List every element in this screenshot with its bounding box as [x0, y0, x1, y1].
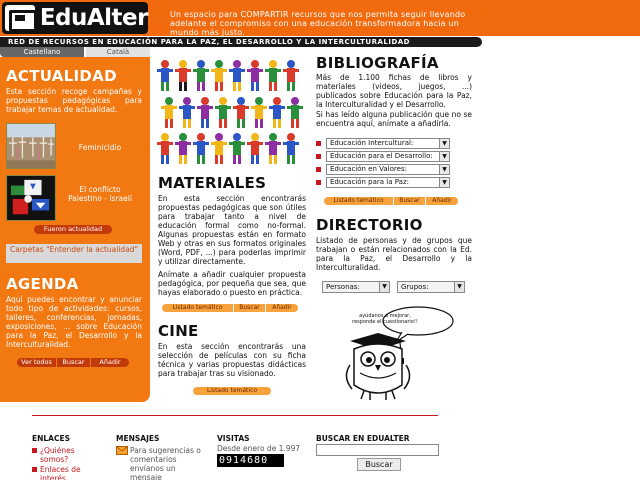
materiales-buttons — [162, 304, 298, 312]
materiales-anadir-button[interactable]: Añadir — [272, 304, 292, 311]
site-subtitle: RED DE RECURSOS EN EDUCACIÓN PARA LA PAZ, EL DESARROLLO Y LA INTERCULTURALIDAD — [8, 38, 410, 46]
bibliografia-text: Más de 1.100 fichas de libros y materiales (videos, juegos, ...) publicados sobre Educación para la Paz, la Interculturalidad y el Desarrollo. — [316, 73, 472, 109]
select-educacion-intercultural[interactable] — [326, 138, 450, 149]
bullet-icon — [32, 467, 37, 472]
materiales-title: MATERIALES — [158, 174, 267, 192]
directorio-title: DIRECTORIO — [316, 216, 423, 234]
materiales-text-2: Anímate a añadir cualquier propuesta pedagógica, por pequeña que sea, que hayas elaborado o puesto en práctica. — [158, 270, 306, 297]
site-search-button[interactable]: Buscar — [357, 458, 401, 471]
owl-speech-text[interactable]: ayúdanos a mejorar, responde el cuestionario!! — [352, 313, 418, 325]
agenda-text: Aquí puedes encontrar y anunciar todo tipo de actividades: cursos, talleres, conferencias, jornadas, exposiciones, ... sobre Educación para la Paz, el Desarrollo y la Interculturalidad. — [6, 295, 142, 349]
left-sidebar — [0, 57, 150, 402]
bibliografia-select-row — [316, 177, 451, 188]
select-label: Educación para el Desarrollo: — [330, 152, 433, 160]
logo-mark-icon — [5, 5, 35, 31]
bibliografia-title: BIBLIOGRAFÍA — [316, 54, 439, 72]
bullet-icon — [316, 141, 321, 146]
bibliografia-text-2: Si has leído alguna publicación que no se encuentra aquí, anímate a añadirla. — [316, 110, 472, 128]
cine-listado-button[interactable]: Listado temático — [206, 387, 258, 394]
bibliografia-buscar-button[interactable]: Buscar — [394, 197, 426, 205]
footer-mensajes-link[interactable]: Para sugerencias o comentarios envíanos un mensaje — [130, 446, 201, 480]
footer-enlaces-title: ENLACES — [32, 434, 71, 443]
agenda-ver-todos-button[interactable]: Ver todos — [17, 358, 57, 367]
people-strip-illustration-2 — [157, 95, 304, 129]
select-label: Educación para la Paz: — [330, 178, 409, 186]
dropdown-arrow-icon: ▼ — [439, 178, 449, 187]
directorio-text: Listado de personas y de grupos que trabajan o están relacionados con la Ed. para la Paz, el Desarrollo y la Interculturalidad. — [316, 236, 472, 272]
footer-buscar-title: BUSCAR EN EDUALTER — [316, 434, 410, 443]
fueron-actualidad-bar — [34, 225, 112, 234]
agenda-buttons — [17, 358, 129, 367]
language-castellano[interactable]: Castellano — [0, 47, 84, 57]
bullet-icon — [316, 180, 321, 185]
materiales-buscar-button[interactable]: Buscar — [234, 304, 266, 312]
site-tagline: Un espacio para COMPARTIR recursos que nos permita seguir llevando adelante el compromiso con una educación transformadora hacia un mundo más justo. — [170, 10, 466, 37]
footer-visitas-since: Desde enero de 1.997 — [217, 444, 301, 453]
site-search-input[interactable] — [316, 444, 439, 456]
select-personas[interactable] — [322, 281, 390, 293]
fueron-actualidad-button[interactable]: Fueron actualidad — [43, 225, 103, 233]
people-strip-illustration — [157, 58, 304, 92]
footer-visitas-title: VISITAS — [217, 434, 250, 443]
edualter-logo[interactable] — [2, 2, 148, 34]
actualidad-text: Esta sección recoge campañas y propuestas pedagógicas para trabajar temas de actualidad. — [6, 87, 142, 114]
dropdown-arrow-icon: ▼ — [379, 282, 389, 292]
agenda-buscar-button[interactable]: Buscar — [57, 358, 91, 367]
bibliografia-listado-button[interactable]: Listado temático — [324, 197, 394, 205]
carpetas-link[interactable]: Carpetas "Entender la actualidad" — [6, 244, 142, 263]
agenda-title: AGENDA — [6, 275, 79, 293]
footer-mensajes-title: MENSAJES — [116, 434, 160, 443]
cine-title: CINE — [158, 322, 199, 340]
select-educacion-valores[interactable] — [326, 164, 450, 175]
bibliografia-select-row — [316, 138, 451, 149]
select-label: Educación Intercultural: — [330, 139, 414, 147]
footer-divider — [32, 415, 438, 416]
news-conflicto-link[interactable]: El conflicto Palestino - Israelí — [68, 185, 132, 203]
people-strip-illustration-3 — [157, 131, 304, 165]
bibliografia-select-row — [316, 151, 451, 162]
bullet-icon — [316, 167, 321, 172]
dropdown-arrow-icon: ▼ — [439, 165, 449, 174]
select-label: Educación en Valores: — [330, 165, 407, 173]
bullet-icon — [32, 448, 37, 453]
select-label: Grupos: — [401, 283, 429, 291]
select-educacion-paz[interactable] — [326, 177, 450, 188]
materiales-listado-button[interactable]: Listado temático — [162, 304, 234, 312]
logo-text: EduAlter — [39, 5, 148, 31]
feminicidio-thumbnail[interactable] — [6, 123, 56, 169]
cine-buttons — [193, 387, 271, 395]
news-feminicidio-link[interactable]: Feminicidio — [78, 143, 122, 152]
footer-enlaces-interes-link[interactable] — [32, 465, 90, 480]
envelope-icon[interactable] — [116, 446, 128, 455]
bullet-icon — [316, 154, 321, 159]
dropdown-arrow-icon: ▼ — [439, 152, 449, 161]
language-switcher — [0, 47, 150, 57]
palestine-israel-thumbnail[interactable] — [6, 175, 56, 221]
footer-quienes-somos-link[interactable] — [32, 446, 82, 464]
select-grupos[interactable] — [397, 281, 465, 293]
cine-text: En esta sección encontrarás una selección de películas con su ficha técnica y varias propuestas didácticas para trabajar tras su visionado. — [158, 342, 306, 378]
visit-counter: 0914680 — [217, 454, 284, 467]
site-header — [0, 0, 640, 36]
bibliografia-anadir-button[interactable]: Añadir — [432, 197, 452, 204]
select-educacion-desarrollo[interactable] — [326, 151, 450, 162]
select-label: Personas: — [326, 283, 360, 291]
materiales-text: En esta sección encontrarás propuestas pedagógicas que son útiles para trabajar tanto a nivel de educación formal como no-formal. Algunas propuestas están en formato Web y otras en sus formatos originales (Word, PDF, ...) para poderlas imprimir y utilizar directamente. — [158, 194, 306, 266]
agenda-anadir-button[interactable]: Añadir — [99, 358, 121, 366]
site-subtitle-bar — [0, 37, 482, 47]
link-label: ¿Quiénes somos? — [40, 446, 75, 464]
dropdown-arrow-icon: ▼ — [439, 139, 449, 148]
bibliografia-buttons — [324, 197, 458, 205]
language-catala[interactable]: Català — [86, 47, 150, 57]
dropdown-arrow-icon: ▼ — [454, 282, 464, 292]
link-label: Enlaces de interés — [40, 465, 81, 480]
bibliografia-select-row — [316, 164, 451, 175]
actualidad-title: ACTUALIDAD — [6, 67, 117, 85]
